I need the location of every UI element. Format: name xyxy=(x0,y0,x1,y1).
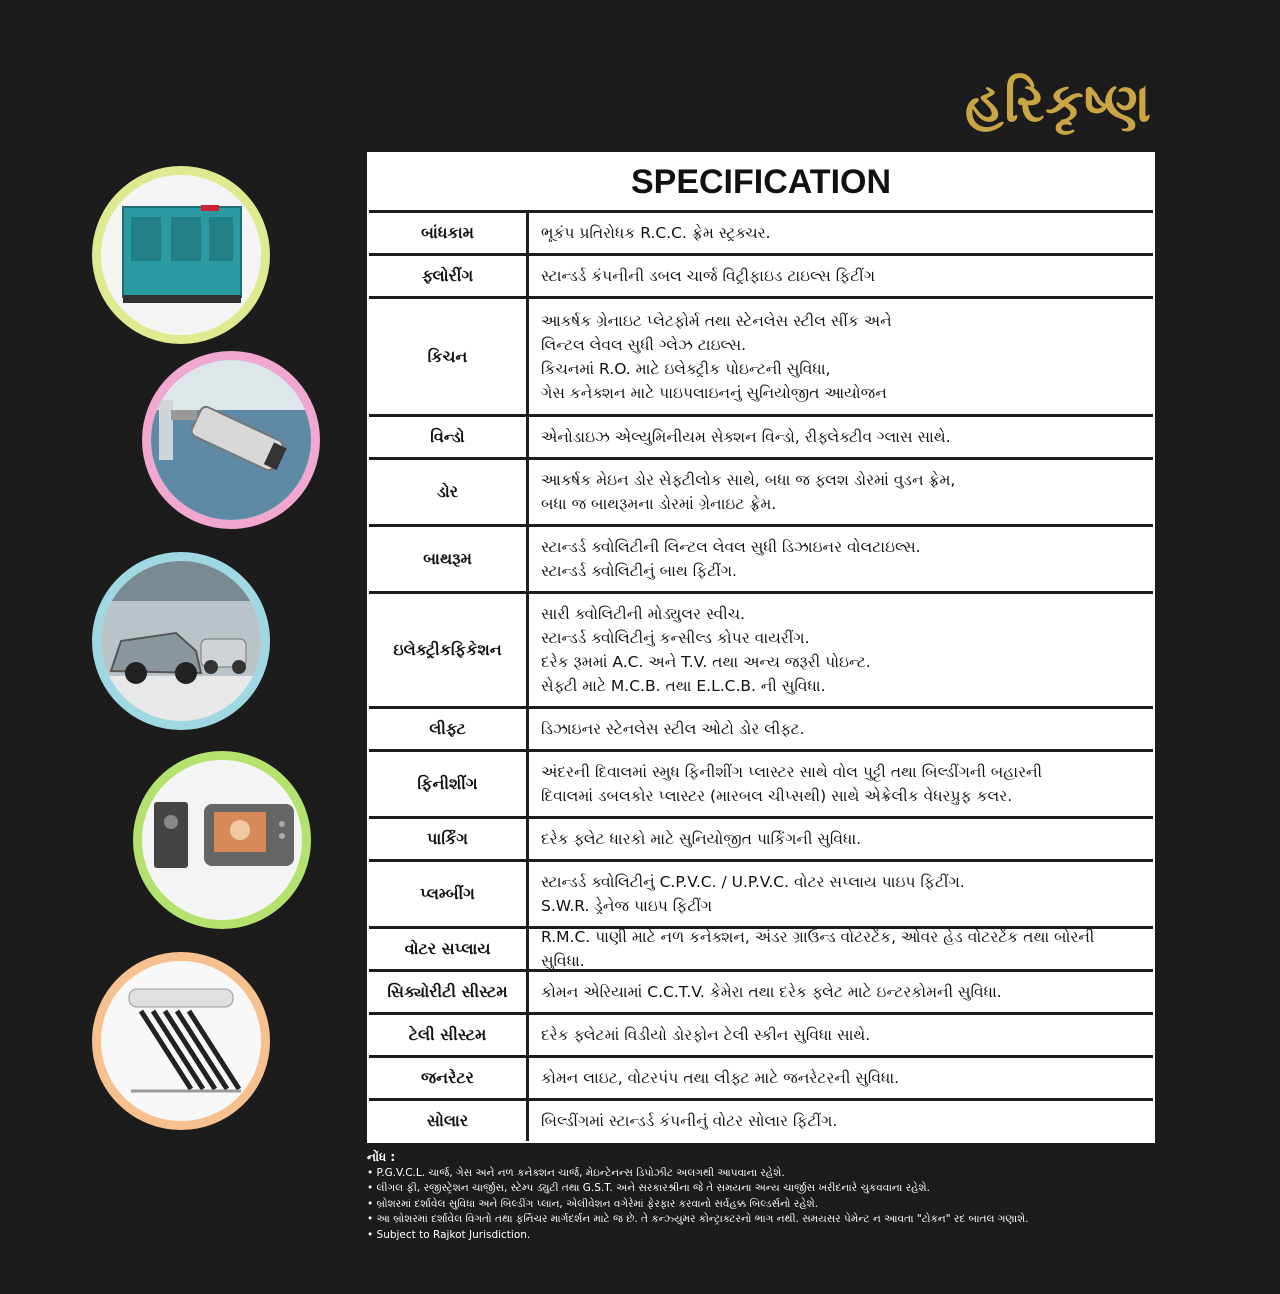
spec-value-line: આકર્ષક ગ્રેનાઇટ પ્લેટફોર્મ તથા સ્ટેનલેસ સ્ટીલ સીંક અને xyxy=(541,311,892,330)
spec-row xyxy=(369,972,1153,1015)
spec-row-label: વોટર સપ્લાય xyxy=(369,929,529,969)
parking-image xyxy=(92,552,270,730)
video-doorphone-image xyxy=(133,751,311,929)
spec-row xyxy=(369,819,1153,862)
spec-value-line: કિચનમાં R.O. માટે ઇલેક્ટ્રીક પોઇન્ટની સુવિધા, xyxy=(541,359,831,378)
spec-value-line: R.M.C. પાણી માટે નળ કનેક્શન, અંડર ગ્રાઉન્ડ વોટરટેંક, ઓવર હેડ વોટરટેંક તથા બોરની સુવિધા. xyxy=(541,928,1095,970)
spec-row-label: સિક્યોરીટી સીસ્ટમ xyxy=(369,972,529,1012)
spec-row-value xyxy=(529,256,1153,296)
note-item: • Subject to Rajkot Jurisdiction. xyxy=(367,1228,531,1241)
spec-row-value xyxy=(529,972,1153,1012)
spec-row-label: પાર્કિંગ xyxy=(369,819,529,859)
spec-row xyxy=(369,527,1153,594)
spec-value-line: સ્ટાન્ડર્ડ ક્વોલિટીનું કન્સીલ્ડ કોપર વાયરીંગ. xyxy=(541,629,810,647)
spec-row xyxy=(369,709,1153,752)
spec-value-line: અંદરની દિવાલમાં સ્મુધ ફિનીશીંગ પ્લાસ્ટર સાથે વોલ પુટ્ટી તથા બિલ્ડીંગની બહારની xyxy=(541,763,1043,781)
video-doorphone-icon xyxy=(142,760,302,920)
spec-row-label: પ્લમ્બીંગ xyxy=(369,862,529,926)
notes-list xyxy=(367,1166,1167,1244)
spec-row xyxy=(369,1015,1153,1058)
spec-row xyxy=(369,460,1153,527)
spec-row-label: ઇલેક્ટ્રીકફિકેશન xyxy=(369,594,529,706)
spec-row-value xyxy=(529,752,1153,816)
spec-row-value xyxy=(529,709,1153,749)
spec-row-label: બાંધકામ xyxy=(369,213,529,253)
spec-row-label: લીફ્ટ xyxy=(369,709,529,749)
spec-value-line: બિલ્ડીંગમાં સ્ટાન્ડર્ડ કંપનીનું વોટર સોલાર ફિટીંગ. xyxy=(541,1112,838,1130)
spec-row xyxy=(369,213,1153,256)
spec-value-line: ભૂકંપ પ્રતિરોધક R.C.C. ફ્રેમ સ્ટ્રક્ચર. xyxy=(541,224,771,242)
cctv-image xyxy=(142,351,320,529)
spec-row-value xyxy=(529,299,1153,414)
spec-value-line: લિન્ટલ લેવલ સુધી ગ્લેઝ ટાઇલ્સ. xyxy=(541,335,747,354)
spec-value-line: કોમન લાઇટ, વોટરપંપ તથા લીફ્ટ માટે જનરેટરની સુવિધા. xyxy=(541,1069,900,1087)
specification-rows xyxy=(369,213,1153,1141)
parking-car-icon xyxy=(101,561,261,721)
spec-value-line: દરેક ફ્લેટમાં વિડીયો ડોરફોન ટેલી સ્કીન સુવિધા સાથે. xyxy=(541,1026,871,1044)
generator-image xyxy=(92,166,270,344)
spec-value-line: આકર્ષક મેઇન ડોર સેફ્ટીલોક સાથે, બધા જ ફ્લશ ડોરમાં વુડન ફ્રેમ, xyxy=(541,471,956,489)
spec-row-label: ફિનીશીંગ xyxy=(369,752,529,816)
spec-row-value xyxy=(529,213,1153,253)
note-item: • આ બ્રોશરમાં દર્શાવેલ વિગતો તથા ફર્નિચર માર્ગદર્શન માટે જ છે. તે કન્ઝ્યુમર કોન્ટ્રાક્ટરનો ભાગ નથી. સમયસર પેમેન્ટ ન આવતા "ટોકન" રદ બાતલ ગણાશે. xyxy=(367,1213,1029,1225)
brand-logo-text: હરિકૃષ્ણ xyxy=(964,70,1152,134)
spec-value-line: દરેક ફ્લેટ ધારકો માટે સુનિયોજીત પાર્કિંગની સુવિધા. xyxy=(541,830,862,848)
solar-heater-image xyxy=(92,952,270,1130)
generator-icon xyxy=(101,175,261,335)
spec-row-label: ફ્લોરીંગ xyxy=(369,256,529,296)
spec-row-label: વિન્ડો xyxy=(369,417,529,457)
spec-row-label: જનરેટર xyxy=(369,1058,529,1098)
spec-row xyxy=(369,299,1153,417)
spec-value-line: એનોડાઇઝ એલ્યુમિનીયમ સેક્શન વિન્ડો, રીફ્લેક્ટીવ ગ્લાસ સાથે. xyxy=(541,428,951,446)
spec-value-line: ગેસ કનેક્શન માટે પાઇપલાઇનનું સુનિયોજીત આયોજન xyxy=(541,383,887,402)
spec-value-line: ડિઝાઇનર સ્ટેનલેસ સ્ટીલ ઓટો ડોર લીફ્ટ. xyxy=(541,720,805,738)
spec-row xyxy=(369,417,1153,460)
note-item: • લીગલ ફી, રજીસ્ટ્રેશન ચાર્જીસ, સ્ટેમ્પ ડ્યુટી તથા G.S.T. અને સરકારશ્રીના જે તે સમયના અન્ય ચાર્જીસ ખરીદનારે ચુકવવાના રહેશે. xyxy=(367,1182,930,1194)
note-item: • બ્રોશરમાં દર્શાવેલ સુવિધા અને બિલ્ડીંગ પ્લાન, એલીવેશન વગેરેમાં ફેરફાર કરવાનો સર્વહક્ક બિલ્ડર્સનો રહેશે. xyxy=(367,1197,819,1210)
spec-row-label: બાથરૂમ xyxy=(369,527,529,591)
spec-value-line: બધા જ બાથરૂમના ડોરમાં ગ્રેનાઇટ ફ્રેમ. xyxy=(541,495,777,513)
notes-heading: નોંધ : xyxy=(367,1150,396,1164)
spec-row-label: કિચન xyxy=(369,299,529,414)
spec-row-value xyxy=(529,1101,1153,1141)
spec-value-line: સારી ક્વોલિટીની મોડ્યુલર સ્વીચ. xyxy=(541,605,746,623)
spec-value-line: સેફ્ટી માટે M.C.B. તથા E.L.C.B. ની સુવિધા. xyxy=(541,677,826,695)
spec-row-value xyxy=(529,1058,1153,1098)
specification-table xyxy=(367,152,1155,1143)
spec-row-value xyxy=(529,594,1153,706)
spec-row-value xyxy=(529,862,1153,926)
cctv-camera-icon xyxy=(151,360,311,520)
spec-value-line: દરેક રૂમમાં A.C. અને T.V. તથા અન્ય જરૂરી પોઇન્ટ. xyxy=(541,653,871,671)
spec-row xyxy=(369,752,1153,819)
note-item: • P.G.V.C.L. ચાર્જ, ગેસ અને નળ કનેક્શન ચાર્જ, મેઇન્ટેનન્સ ડિપોઝીટ અલગથી આપવાના રહેશે. xyxy=(367,1166,785,1179)
spec-value-line: સ્ટાન્ડર્ડ ક્વોલિટીનું બાથ ફિટીંગ. xyxy=(541,562,737,580)
spec-row-label: ટેલી સીસ્ટમ xyxy=(369,1015,529,1055)
spec-row-label: ડોર xyxy=(369,460,529,524)
spec-row xyxy=(369,862,1153,929)
spec-value-line: સ્ટાન્ડર્ડ કંપનીની ડબલ ચાર્જ વિટ્રીફાઇડ ટાઇલ્સ ફિટીંગ xyxy=(541,267,876,285)
solar-water-heater-icon xyxy=(101,961,261,1121)
spec-row-value xyxy=(529,1015,1153,1055)
spec-row-value xyxy=(529,929,1153,969)
notes-section xyxy=(367,1150,1167,1243)
spec-row-value xyxy=(529,417,1153,457)
spec-value-line: S.W.R. ડ્રેનેજ પાઇપ ફિટીંગ xyxy=(541,897,713,915)
spec-value-line: સ્ટાન્ડર્ડ ક્વોલિટીની લિન્ટલ લેવલ સુધી ડિઝાઇનર વોલટાઇલ્સ. xyxy=(541,538,921,556)
spec-row xyxy=(369,1101,1153,1141)
spec-row-value xyxy=(529,819,1153,859)
spec-row xyxy=(369,929,1153,972)
spec-row-label: સોલાર xyxy=(369,1101,529,1141)
spec-row-value xyxy=(529,460,1153,524)
spec-row xyxy=(369,1058,1153,1101)
spec-value-line: દિવાલમાં ડબલકોર પ્લાસ્ટર (મારબલ ચીપ્સથી) સાથે એક્રેલીક વેધરપ્રુફ કલર. xyxy=(541,787,1013,805)
spec-row xyxy=(369,594,1153,709)
specification-title: SPECIFICATION xyxy=(369,154,1153,213)
spec-value-line: સ્ટાન્ડર્ડ ક્વોલિટીનું C.P.V.C. / U.P.V.C. વોટર સપ્લાય પાઇપ ફિટીંગ. xyxy=(541,873,965,891)
spec-row xyxy=(369,256,1153,299)
spec-value-line: કોમન એરિયામાં C.C.T.V. કેમેરા તથા દરેક ફ્લેટ માટે ઇન્ટરકોમની સુવિધા. xyxy=(541,983,1002,1001)
spec-row-value xyxy=(529,527,1153,591)
